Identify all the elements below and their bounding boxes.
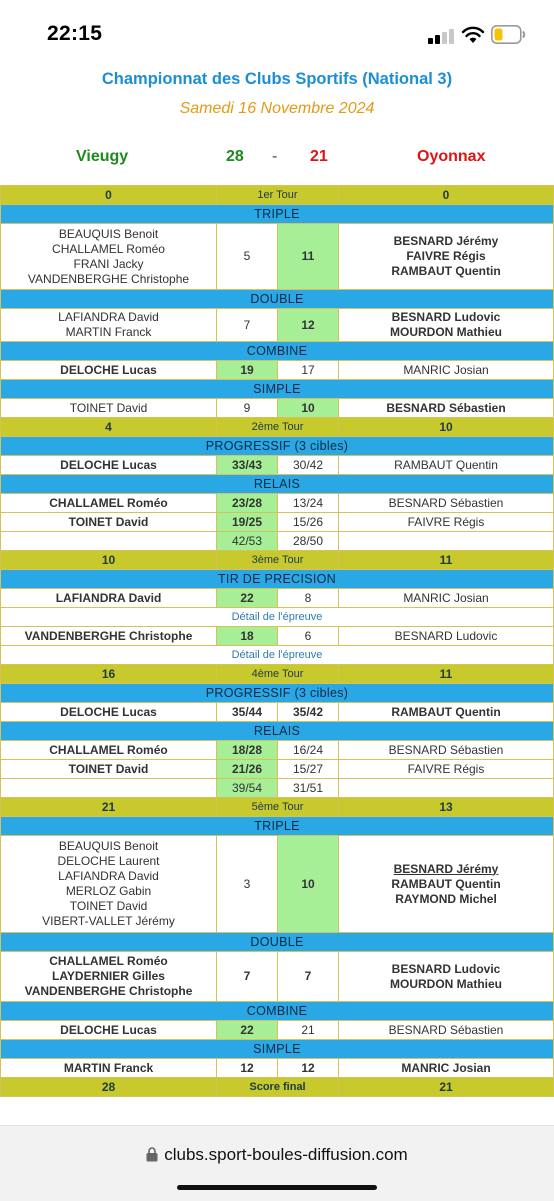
wifi-icon [461, 26, 485, 44]
player-name: VANDENBERGHE Christophe [27, 271, 190, 286]
tour-home-score: 10 [1, 551, 217, 570]
tour-row [1, 551, 554, 570]
tour-label: 3ème Tour [217, 551, 339, 570]
detail-link[interactable]: Détail de l'épreuve [1, 608, 554, 627]
home-players [1, 456, 217, 475]
home-score-cell: 12 [217, 1059, 278, 1078]
player-name: LAFIANDRA David [58, 310, 159, 324]
player-name: VIBERT-VALLET Jérémy [42, 914, 175, 928]
tour-home-score: 4 [1, 418, 217, 437]
away-players [339, 532, 554, 551]
away-players [339, 952, 554, 1002]
away-players [339, 513, 554, 532]
tour-away-score: 10 [339, 418, 554, 437]
player-name: DELOCHE Lucas [60, 704, 157, 719]
home-score-cell: 33/43 [217, 456, 278, 475]
player-name: MANRIC Josian [401, 1060, 491, 1075]
away-score-cell: 15/27 [278, 760, 339, 779]
tour-row [1, 186, 554, 205]
home-players [1, 627, 217, 646]
event-header-row [1, 570, 554, 589]
home-score-cell: 18 [217, 627, 278, 646]
player-name: CHALLAMEL Roméo [49, 742, 168, 757]
player-name: FAIVRE Régis [406, 249, 486, 263]
home-score-cell: 5 [217, 224, 278, 290]
home-players [1, 1021, 217, 1040]
event-title: TRIPLE [1, 205, 554, 224]
away-score-cell: 17 [278, 361, 339, 380]
player-name: BEAUQUIS Benoit [58, 226, 159, 241]
player-name: VANDENBERGHE Christophe [24, 984, 193, 998]
away-players [339, 760, 554, 779]
away-players [339, 836, 554, 933]
player-name: RAMBAUT Quentin [394, 457, 498, 472]
away-score: 21 [310, 148, 328, 165]
player-name: MARTIN Franck [65, 325, 152, 339]
home-score-cell: 9 [217, 399, 278, 418]
page-title: Championnat des Clubs Sportifs (National 3) [101, 70, 453, 88]
home-score-cell: 22 [217, 589, 278, 608]
away-players [339, 627, 554, 646]
away-players [339, 224, 554, 290]
event-header-row [1, 817, 554, 836]
url-display[interactable] [0, 1145, 554, 1165]
home-players [1, 703, 217, 722]
player-name: TOINET David [68, 761, 149, 776]
match-row [1, 1059, 554, 1078]
home-players [1, 741, 217, 760]
event-header-row [1, 475, 554, 494]
home-score-cell: 18/28 [217, 741, 278, 760]
tour-home-score: 0 [1, 186, 217, 205]
tour-away-score: 11 [339, 551, 554, 570]
event-header-row [1, 722, 554, 741]
event-header-row [1, 290, 554, 309]
player-name: VANDENBERGHE Christophe [24, 628, 193, 643]
away-score-cell: 6 [278, 627, 339, 646]
player-name: DELOCHE Lucas [60, 1022, 157, 1037]
final-score-row [1, 1078, 554, 1097]
event-title: TRIPLE [1, 817, 554, 836]
home-score-cell: 42/53 [217, 532, 278, 551]
browser-url-bar[interactable] [0, 1125, 554, 1201]
event-header-row [1, 342, 554, 361]
home-score-cell: 7 [217, 309, 278, 342]
away-score-cell: 7 [278, 952, 339, 1002]
away-score-cell: 15/26 [278, 513, 339, 532]
event-title: COMBINE [1, 1002, 554, 1021]
home-players [1, 836, 217, 933]
match-row [1, 589, 554, 608]
away-score-cell: 10 [278, 399, 339, 418]
away-players [339, 779, 554, 798]
away-score-cell: 35/42 [278, 703, 339, 722]
away-score-cell: 30/42 [278, 456, 339, 475]
away-players [339, 741, 554, 760]
player-name: FRANI Jacky [73, 256, 144, 271]
event-header-row [1, 380, 554, 399]
event-header-row [1, 684, 554, 703]
match-row [1, 532, 554, 551]
home-score-cell: 19 [217, 361, 278, 380]
lock-icon [146, 1147, 158, 1162]
away-score-cell: 11 [278, 224, 339, 290]
player-name: RAMBAUT Quentin [391, 876, 501, 891]
match-row [1, 309, 554, 342]
home-players [1, 589, 217, 608]
home-players [1, 532, 217, 551]
home-players [1, 513, 217, 532]
tour-label: 4ème Tour [217, 665, 339, 684]
tour-away-score: 13 [339, 798, 554, 817]
player-name: MANRIC Josian [403, 362, 489, 377]
player-name: BESNARD Sébastien [388, 742, 504, 757]
away-players [339, 361, 554, 380]
home-players [1, 361, 217, 380]
home-indicator[interactable] [177, 1185, 377, 1190]
tour-home-score: 16 [1, 665, 217, 684]
away-score-cell: 12 [278, 1059, 339, 1078]
player-name: CHALLAMEL Roméo [49, 495, 168, 510]
home-players [1, 952, 217, 1002]
away-players [339, 309, 554, 342]
away-score-cell: 28/50 [278, 532, 339, 551]
status-bar [0, 0, 554, 62]
player-name: FAIVRE Régis [407, 761, 485, 776]
tour-away-score: 0 [339, 186, 554, 205]
match-row [1, 494, 554, 513]
player-name: MOURDON Mathieu [390, 976, 502, 991]
match-row [1, 627, 554, 646]
tour-home-score: 21 [1, 798, 217, 817]
tour-label: 5ème Tour [217, 798, 339, 817]
player-name: DELOCHE Lucas [60, 362, 157, 377]
away-score-cell: 13/24 [278, 494, 339, 513]
home-score-cell: 22 [217, 1021, 278, 1040]
home-players [1, 779, 217, 798]
match-row [1, 741, 554, 760]
player-name: TOINET David [69, 899, 148, 913]
event-title: RELAIS [1, 722, 554, 741]
away-score-cell: 31/51 [278, 779, 339, 798]
tour-label: 1er Tour [217, 186, 339, 205]
away-players [339, 399, 554, 418]
home-score-cell: 19/25 [217, 513, 278, 532]
event-title: RELAIS [1, 475, 554, 494]
home-players [1, 494, 217, 513]
away-players [339, 1021, 554, 1040]
player-name: BESNARD Ludovic [391, 961, 501, 976]
player-name: RAMBAUT Quentin [391, 704, 501, 719]
match-row [1, 703, 554, 722]
away-score-cell: 16/24 [278, 741, 339, 760]
tour-row [1, 665, 554, 684]
player-name: MARTIN Franck [63, 1060, 154, 1075]
player-name: BEAUQUIS Benoit [58, 839, 159, 853]
event-title: DOUBLE [1, 290, 554, 309]
home-players [1, 1059, 217, 1078]
away-score-cell: 8 [278, 589, 339, 608]
player-name: FAIVRE Régis [407, 514, 485, 529]
player-name: CHALLAMEL Roméo [49, 954, 168, 968]
match-row [1, 760, 554, 779]
url-text: clubs.sport-boules-diffusion.com [164, 1145, 408, 1164]
home-score-cell: 39/54 [217, 779, 278, 798]
player-name: MERLOZ Gabin [65, 884, 152, 898]
match-row [1, 361, 554, 380]
away-players [339, 456, 554, 475]
player-name: BESNARD Sébastien [388, 1022, 504, 1037]
detail-link[interactable]: Détail de l'épreuve [1, 646, 554, 665]
home-score-cell: 23/28 [217, 494, 278, 513]
event-header-row [1, 437, 554, 456]
home-players [1, 224, 217, 290]
tour-away-score: 11 [339, 665, 554, 684]
player-name: TOINET David [68, 514, 149, 529]
player-name: BESNARD Sébastien [388, 495, 504, 510]
player-name: BESNARD Jérémy [393, 861, 499, 876]
home-score-cell: 7 [217, 952, 278, 1002]
player-name: BESNARD Ludovic [394, 628, 498, 643]
player-name: CHALLAMEL Roméo [52, 241, 165, 256]
match-row [1, 836, 554, 933]
player-name: TOINET David [69, 400, 148, 415]
event-header-row [1, 933, 554, 952]
event-header-row [1, 1040, 554, 1059]
battery-icon [491, 25, 526, 44]
away-players [339, 1059, 554, 1078]
away-score-cell: 10 [278, 836, 339, 933]
away-players [339, 589, 554, 608]
home-players [1, 399, 217, 418]
results-table [0, 185, 554, 1097]
home-score-cell: 3 [217, 836, 278, 933]
event-title: TIR DE PRECISION [1, 570, 554, 589]
player-name: BESNARD Ludovic [391, 310, 501, 324]
home-players [1, 760, 217, 779]
match-row [1, 456, 554, 475]
home-team: Vieugy [76, 148, 129, 165]
event-header-row [1, 205, 554, 224]
event-title: DOUBLE [1, 933, 554, 952]
home-score-cell: 35/44 [217, 703, 278, 722]
player-name: LAFIANDRA David [58, 869, 159, 883]
player-name: DELOCHE Lucas [60, 457, 157, 472]
home-score: 28 [226, 148, 244, 165]
home-players [1, 309, 217, 342]
player-name: RAMBAUT Quentin [391, 264, 501, 278]
away-players [339, 703, 554, 722]
tour-home-score: 28 [1, 1078, 217, 1097]
player-name: BESNARD Sébastien [386, 400, 506, 415]
event-title: COMBINE [1, 342, 554, 361]
tour-label: 2ème Tour [217, 418, 339, 437]
detail-row[interactable] [1, 646, 554, 665]
match-row [1, 513, 554, 532]
event-date: Samedi 16 Novembre 2024 [179, 100, 375, 117]
event-title: PROGRESSIF (3 cibles) [1, 437, 554, 456]
home-score-cell: 21/26 [217, 760, 278, 779]
away-score-cell: 21 [278, 1021, 339, 1040]
event-title: PROGRESSIF (3 cibles) [1, 684, 554, 703]
player-name: LAFIANDRA David [55, 590, 162, 605]
away-players [339, 494, 554, 513]
status-time: 22:15 [47, 22, 103, 45]
player-name: LAYDERNIER Gilles [52, 969, 165, 983]
event-title: SIMPLE [1, 1040, 554, 1059]
match-row [1, 399, 554, 418]
away-team: Oyonnax [417, 148, 486, 165]
player-name: DELOCHE Laurent [57, 854, 160, 868]
match-row [1, 224, 554, 290]
tour-away-score: 21 [339, 1078, 554, 1097]
match-row [1, 952, 554, 1002]
event-header-row [1, 1002, 554, 1021]
player-name: RAYMOND Michel [395, 891, 497, 906]
away-score-cell: 12 [278, 309, 339, 342]
tour-label: Score final [217, 1078, 339, 1097]
score-separator: - [272, 148, 278, 165]
match-row [1, 779, 554, 798]
tour-row [1, 798, 554, 817]
event-title: SIMPLE [1, 380, 554, 399]
match-row [1, 1021, 554, 1040]
detail-row[interactable] [1, 608, 554, 627]
cellular-signal-icon [428, 28, 456, 44]
player-name: MOURDON Mathieu [390, 325, 502, 339]
player-name: BESNARD Jérémy [393, 234, 499, 248]
player-name: MANRIC Josian [403, 590, 489, 605]
tour-row [1, 418, 554, 437]
